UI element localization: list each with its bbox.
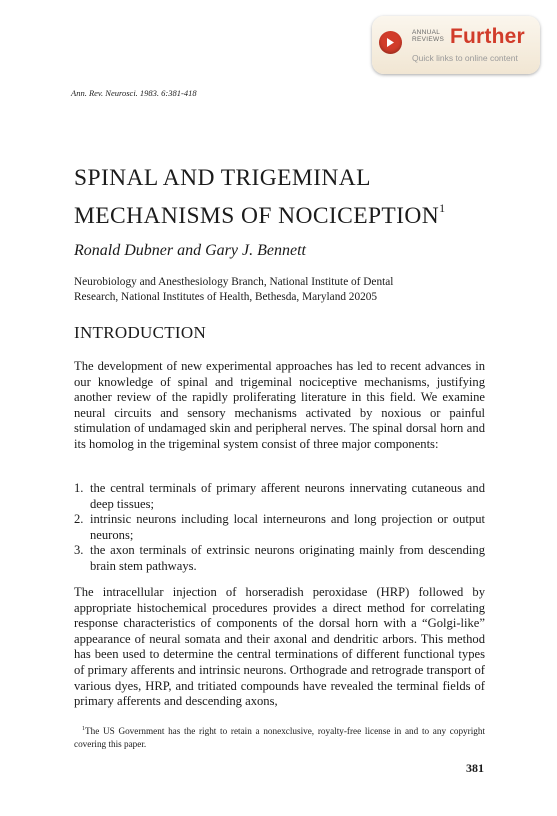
paragraph-2: The intracellular injection of horseradish peroxidase (HRP) followed by appropriate histochemical procedures provides a direct method for correlating response characteristics of components of the dorsal horn with a “Golgi-like” appearance of neural somata and their axonal and dendritic arbors. This method has been used to determine the central terminations of different functional types of primary afferents and intrinsic neurons. Orthograde and retrograde transport of various dyes, HRP, and tritiated compounds have revealed the terminal fields of primary afferents and descending axons, xyxy=(74,585,485,709)
footnote-mark: 1 xyxy=(82,726,85,732)
page-number: 381 xyxy=(466,761,484,775)
list-item-text: the central terminals of primary afferent neurons innervating cutaneous and deep tissues; xyxy=(90,481,485,511)
title-line-1: SPINAL AND TRIGEMINAL xyxy=(74,165,371,191)
list-item xyxy=(74,481,485,512)
list-item xyxy=(74,543,485,574)
annual-reviews-further-badge[interactable] xyxy=(372,16,540,74)
further-arrow-icon xyxy=(379,31,402,54)
list-item xyxy=(74,512,485,543)
paragraph-1: The development of new experimental approaches has led to recent advances in our knowledge of spinal and trigeminal nociceptive mechanisms, justifying another review of the rapidly proliferating literature in this field. We examine neural circuits and sensory mechanisms activated by noxious or painful stimulation of undamaged skin and peripheral nerves. The spinal dorsal horn and its homolog in the trigeminal system consist of three major components: xyxy=(74,359,485,451)
badge-subtitle: Quick links to online content xyxy=(412,53,518,63)
annual-reviews-logo-text xyxy=(412,29,444,43)
list-item-text: the axon terminals of extrinsic neurons originating mainly from descending brain stem pathways. xyxy=(90,543,485,573)
journal-reference: Ann. Rev. Neurosci. 1983. 6:381-418 xyxy=(71,88,197,98)
footnote-text: The US Government has the right to retain a nonexclusive, royalty-free license in and to any copyright covering this paper. xyxy=(74,726,485,749)
affiliation xyxy=(74,275,494,305)
title-line-2 xyxy=(74,193,494,231)
badge-annual: ANNUAL xyxy=(412,29,441,36)
title-line-2-text: MECHANISMS OF NOCICEPTION xyxy=(74,203,440,229)
list-item-text: intrinsic neurons including local interneurons and long projection or output neurons; xyxy=(90,512,485,542)
footnote xyxy=(74,723,485,750)
affiliation-line-2: Research, National Institutes of Health, Bethesda, Maryland 20205 xyxy=(74,291,378,303)
list-item-number: 3. xyxy=(74,543,84,558)
section-heading: INTRODUCTION xyxy=(74,323,207,342)
article-title xyxy=(74,163,494,231)
badge-reviews: REVIEWS xyxy=(412,36,445,43)
list-item-number: 1. xyxy=(74,481,84,495)
list-item-number: 2. xyxy=(74,512,84,527)
title-footnote-mark: 1 xyxy=(439,201,446,215)
authors: Ronald Dubner and Gary J. Bennett xyxy=(74,242,306,259)
affiliation-line-1: Neurobiology and Anesthesiology Branch, National Institute of Dental xyxy=(74,276,394,288)
badge-further-label: Further xyxy=(450,25,525,48)
component-list xyxy=(74,481,485,575)
